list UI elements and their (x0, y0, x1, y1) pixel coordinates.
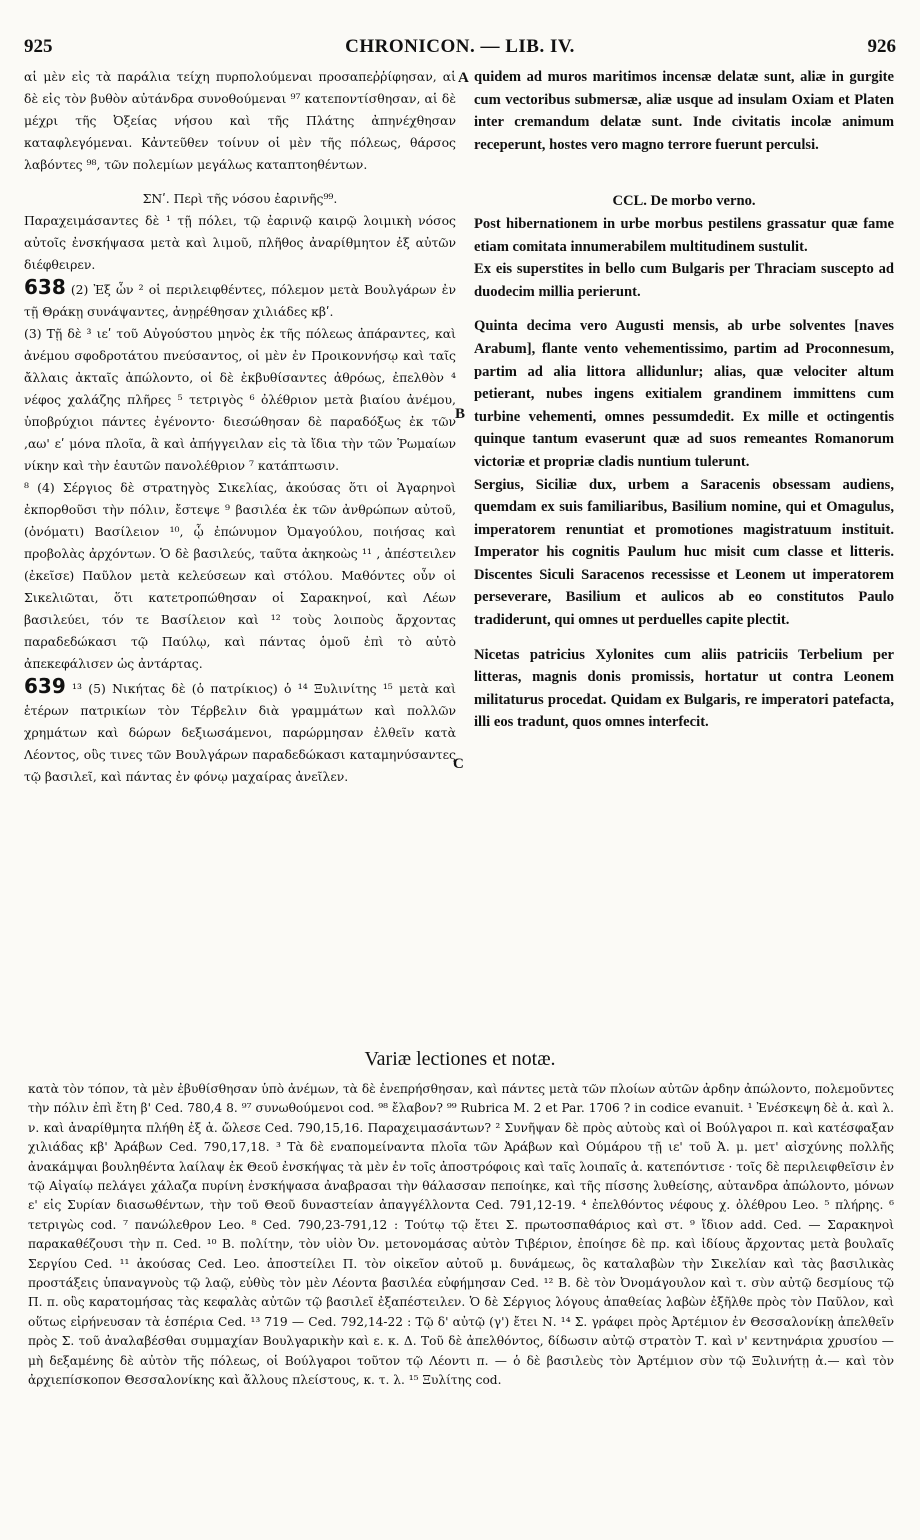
marginal-number-638: 638 (24, 275, 66, 299)
greek-section-heading: ΣΝʹ. Περὶ τῆς νόσου ἐαρινῆς⁹⁹. (142, 191, 338, 206)
latin-column (474, 66, 894, 734)
greek-paragraph-3 (24, 276, 456, 323)
greek-paragraph-1: αἱ μὲν εἰς τὰ παράλια τείχη πυρπολούμεναι προσαπεῤῥίφησαν, αἱ δὲ εἰς τὸν βυθὸν αὐτάνδρα συνοθούμεναι ⁹⁷ κατεποντίσθησαν, αἱ δὲ μέχρι τῆς Ὀξείας νήσου καὶ τῆς Πλάτης ἀπηνέχθησαν καταφλεγόμεναι. Κἀντεῦθεν τοίνυν οἱ μὲν τῆς πόλεως, θάρσος λαβόντες ⁹⁸, τῶν πολεμίων μεγάλως καταπτοηθέντων. (24, 69, 456, 172)
greek-paragraph-4: (3) Τῇ δὲ ³ ιεʹ τοῦ Αὐγούστου μηνὸς ἐκ τῆς πόλεως ἀπάραντες, καὶ ἀνέμου σφοδροτάτου πνεύσαντος, οἱ μὲν ἐν Προικοννήσῳ καὶ ταῖς ἄλλαις ἀκταῖς ἀπώλοντο, οἱ δὲ ἐκβυθίσαντες ἀθρόως, ἐπελθὸν ⁴ νέφος χαλάζης πλῆρες ⁵ τετριγὸς ⁶ ὀλέθριον μετὰ βιαίου ἀνέμου, ὑποβρύχιοι πάντες ἐγένοντο· διεσώθησαν δὲ παραδόξως ἐκ τῶν ,αω' εʹ μόνα πλοῖα, ἃ καὶ ἀπήγγειλαν εἰς τὰ ἴδια τὴν τῶν Ῥωμαίων νίκην καὶ τὴν ἑαυτῶν πανολέθριον ⁷ κατάπτωσιν. (24, 326, 456, 473)
variant-readings-notes: κατὰ τὸν τόπον, τὰ μὲν ἐβυθίσθησαν ὑπὸ ἀνέμων, τὰ δὲ ἐνεπρήσθησαν, καὶ πάντες μετὰ τῶν πλοίων αὐτῶν ἀρδην ἀπώλοντο, πολεμοῦντες τὴν πόλιν ἐπὶ ἔτη β' Ced. 780,4 8. ⁹⁷ συνωθούμενοι cod. ⁹⁸ ἔλαβον? ⁹⁹ Rubrica M. 2 et Par. 1706 ? in codice evanuit. ¹ Ἐνέσκεψη δὲ ἀ. καὶ λ. ν. καὶ ἀναρίθμητα πλήθη ἐξ ἀ. ὤλεσε Ced. 790,15,16. Παραχειμασάντων? ² Συνῆψαν δὲ πρὸς αὐτοὺς καὶ οἱ Βούλγαροι π. καὶ κατέσφαξαν χιλιάδας κβ' Ἀράβων Ced. 790,17,18. ³ Τὰ δὲ εναπομείναντα πλοῖα τῶν Ἀράβων καὶ Ούμάρου τῇ ιε' τοῦ Ἀ. μ. μετ' αἰσχύνης πολλῆς ἀνακάμψαι βουληθέντα λαίλαψ ἐκ Θεοῦ ἐνσκήψας τὰ μὲν ἐν τοῖς ἀποστρόφοις καὶ ταῖς λοιπαῖς ἀ. κατεπόντισε · τοῖς δὲ περιλειφθεῖσιν ἐν τῷ Αἰγαίῳ πελάγει χάλαζα πυρίνη ἐνσκήψασα ἀναβρασαι τὴν θάλασσαν πεποίηκε, καὶ τῆς πίσσης λυθείσης, αὐτανδρα ἀπώλοντο, μόνων ε' εἰς Συρίαν διασωθέντων, τὴν τοῦ Θεοῦ δυναστείαν ἀπαγγέλλοντα Ced. 791,12-19. ⁴ ἐπελθόντος νέφους χ. ὀλέθρου Leo. ⁵ πλήρης. ⁶ τετριγὼς cod. ⁷ πανώλεθρον Leo. ⁸ Ced. 790,23-791,12 : Τούτῳ τῷ ἔτει Σ. πρωτοσπαθάριος καὶ στ. ⁹ ἴδιον add. Ced. — Σαρακηνοὶ παρακαθέζουσι τὴν π. Ced. ¹⁰ Β. πολίτην, τὸν υἱὸν Ὀν. μετονομάσας αὐτὸν Τιβέριον, ἐποίησε δὲ πρ. καὶ ἰδίους ἄρχοντας μετὰ βουλαῖς Σεργίου Ced. ¹¹ ἀκούσας Ced. Leo. ἀποστείλει Π. τὸν οἰκεῖον αὐτοῦ μ. δυνάμεως, ὃς καταλαβὼν τὴν Σικελίαν καὶ τὰς βασιλικὰς προστάξεις ὑπαναγνοὺς τῷ λαῷ, εὐθὺς τὸν μὲν Λέοντα βασιλέα εὐφήμησαν Ced. ¹² Β. δὲ τὸν Ὀνομάγουλον καὶ τ. σὺν αὐτῷ δεσμίους τῷ Π. π. οὓς καρατομήσας τὰς κεφαλὰς αὐτῶν τῷ βασιλεῖ ἐξαπέστειλεν. Ὁ δὲ Σέργιος λόγους ἀπαθείας λαβὼν ἐξῆλθε πρὸς τὸν Παῦλον, καὶ οὕτως εἰρήνευσαν τὰ ἑσπέρια Ced. ¹³ 719 — Ced. 792,14-22 : Τῷ δ' αὐτῷ (γ') ἔτει Ν. ¹⁴ Σ. γράφει πρὸς Ἀρτέμιον ἐν Θεσσαλονίκῃ ἀπελθεῖν πρὸς Σ. τοῦ ἀναλαβέσθαι συμμαχίαν Βουλγαρικὴν καὶ ε. κ. Δ. Τοῦ δὲ ἀπελθόντος, δίδωσιν αὐτῷ στρατὸν Τ. καὶ ν' κεντηνάρια χρυσίου — μὴ δεξαμένης δὲ αὐτὸν τῆς πόλεως, οἱ Βούλγαροι τοῦτον τῷ Λέοντι π. — ὁ δὲ βασιλεὺς τὸν Ἀρτέμιον σὺν τῷ Ξυλινήτῃ ἀ.— καὶ τὸν ἀρχιεπίσκοπον Θεσσαλονίκης καὶ ἄλλους πλείστους, κ. τ. λ. ¹⁵ Ξυλίτης cod. (28, 1082, 894, 1388)
notes-title: Variæ lectiones et notæ. (364, 1048, 556, 1070)
margin-letter-a: A (458, 70, 469, 86)
margin-letter-b: B (455, 406, 466, 422)
page-number-right: 926 (867, 36, 896, 57)
greek-paragraph-5: ⁸ (4) Σέργιος δὲ στρατηγὸς Σικελίας, ἀκούσας ὅτι οἱ Ἀγαρηνοὶ ἐκπορθοῦσι τὴν πόλιν, ἔστεψε ⁹ βασιλέα ἐκ τῶν ἀνθρώπων αὐτοῦ, (ὀνόματι) Βασίλειον ¹⁰, ᾧ ἐπώνυμον Ὀμαγούλου, ποιήσας καὶ προβολὰς ἀρχόντων. Ὁ δὲ βασιλεύς, ταῦτα ἀκηκοὼς ¹¹ , ἀπέστειλεν (ἐκεῖσε) Παῦλον μετὰ κελεύσεων καὶ στόλου. Μαθόντες οὖν οἱ Σικελιῶται, ὅτι κατετροπώθησαν οἱ Σαρακηνοί, καὶ Λέων βασιλεύει, τόν τε Βασίλειον καὶ ¹² τοὺς λοιποὺς ἄρχοντας παραδεδώκασι τῷ Παύλῳ, καὶ πάντας ὁμοῦ ἐπὶ τὸ αὐτὸ ἀπεκεφάλισεν ὡς ἀντάρτας. (24, 480, 456, 671)
running-title: CHRONICON. — LIB. IV. (345, 36, 575, 57)
greek-paragraph-2: Παραχειμάσαντες δὲ ¹ τῇ πόλει, τῷ ἐαρινῷ καιρῷ λοιμικὴ νόσος αὐτοῖς ἐνσκήψασα μετὰ καὶ λιμοῦ, πλῆθος ἀναρίθμητον ἐξ αὐτῶν διέφθειρεν. (24, 213, 456, 272)
latin-paragraph-1: quidem ad muros maritimos incensæ delatæ sunt, aliæ in gurgite cum vectoribus submersæ, aliæ usque ad insulam Oxiam et Platen inter cremandum delatæ sunt. Inde civitatis incolæ animum receperunt, hostes vero magno terrore fuerunt perculsi. (474, 69, 894, 153)
latin-paragraph-3: Ex eis superstites in bello cum Bulgaris per Thraciam suscepto ad duodecim millia perierunt. (474, 261, 894, 300)
page-number-left: 925 (24, 36, 53, 57)
running-header (24, 36, 896, 62)
margin-letter-c: C (453, 756, 464, 772)
greek-paragraph-6 (24, 675, 456, 788)
latin-paragraph-2: Post hibernationem in urbe morbus pestilens grassatur quæ fame etiam comitata innumerabilem multitudinem sustulit. (474, 215, 894, 255)
latin-section-heading: CCL. De morbo verno. (612, 193, 756, 210)
greek-paragraph-3-text: (2) Ἐξ ὧν ² οἱ περιλειφθέντες, πόλεμον μετὰ Βουλγάρων ἐν τῇ Θράκῃ συνάψαντες, ἀνῃρέθησαν χιλιάδες κβʹ. (24, 282, 456, 319)
greek-column (24, 66, 456, 788)
latin-paragraph-5: Sergius, Siciliæ dux, urbem a Saracenis obsessam audiens, quemdam ex suis familiaribus, Basilium nomine, qui et Omagulus, imperatorem renuntiat et promotiones magistratuum instituit. Imperator his cognitis Paulum huc misit cum classe et litteris. Discentes Siculi Saracenos recessisse et Leonem ut imperatorem perseverare, Basilium et aulicos ab eo constitutos Paulo tradiderunt, qui omnes ut perduelles capite plectit. (474, 476, 894, 629)
marginal-number-639: 639 (24, 674, 66, 698)
latin-paragraph-4: Quinta decima vero Augusti mensis, ab urbe solventes [naves Arabum], flante vento vehementissimo, partim ad Proconnesum, partim ad alia littora allidunlur; alias, quæ velociter altum petierant, nubes ingens exitialem grandinem immittens cum turbine vehementi, omnes pessumdedit. Ex mille et octingentis quinque tantum evaserunt quæ ad suos remeantes Romanorum victoriæ et propriæ cladis nuntium tulerunt. (474, 318, 894, 470)
latin-paragraph-6: Nicetas patricius Xylonites cum aliis patriciis Terbelium per litteras, magnis donis promissis, hortatur ut contra Leonem militaturus procedat. Quidam ex Bulgaris, re imperatori patefacta, illi eos tradunt, quos omnes interfecit. (474, 646, 894, 731)
greek-paragraph-6-text: ¹³ (5) Νικήτας δὲ (ὁ πατρίκιος) ὁ ¹⁴ Ξυλινίτης ¹⁵ μετὰ καὶ ἑτέρων πατρικίων τὸν Τέρβελιν διὰ γραμμάτων καὶ πολλῶν χρημάτων καὶ δώρων δεξιωσάμενοι, παρώρμησαν ἐλθεῖν κατὰ Λέοντος, οὓς τινες τῶν Βουλγάρων παραδεδώκασι καταμηνύσαντες τῷ βασιλεῖ, καὶ πάντας ἐν φόνῳ μαχαίρας ἀνεῖλεν. (24, 681, 456, 784)
